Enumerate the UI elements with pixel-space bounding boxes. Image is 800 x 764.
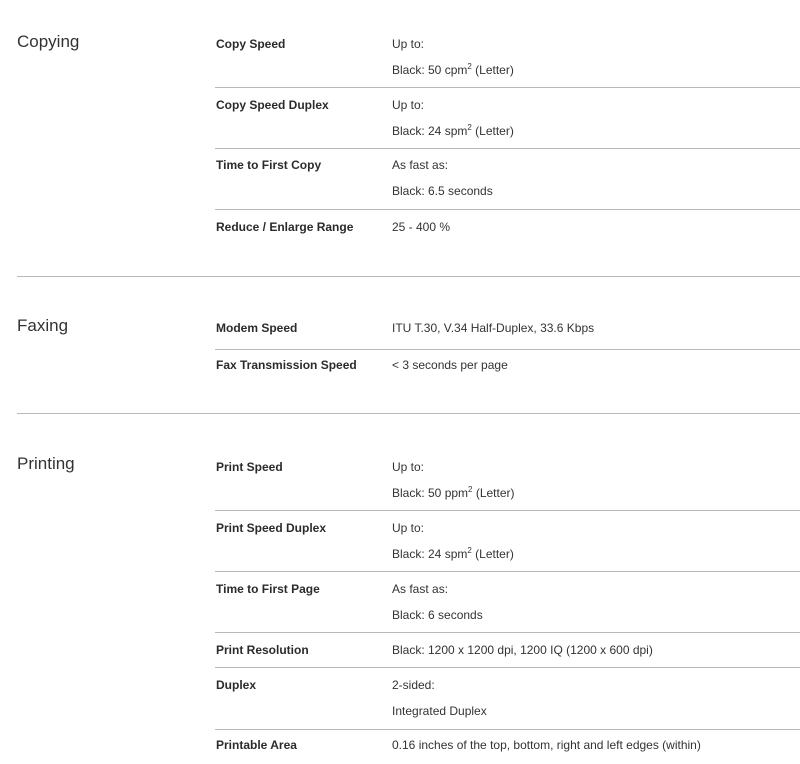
spec-value-line: As fast as: [392,582,449,596]
section-divider [17,276,800,277]
spec-row-fax-transmission-speed [215,349,800,389]
spec-value [392,30,800,87]
spec-value-line: Black: 6.5 seconds [392,184,493,198]
spec-label: Print Speed Duplex [216,521,327,535]
spec-label: Print Resolution [216,643,309,657]
spec-row-reduce-enlarge [215,209,800,249]
spec-value [392,572,800,632]
spec-row-modem-speed [215,314,800,349]
spec-value-suffix: (Letter) [471,63,514,77]
spec-value [392,633,800,667]
spec-value-line: 0.16 inches of the top, bottom, right and left edges (within) [392,738,701,752]
spec-value-line: 25 - 400 % [392,220,451,234]
section-title-printing: Printing [17,454,75,473]
spec-value-line: 2-sided: [392,678,435,692]
footnote-ref: 2 [467,546,472,555]
spec-value [392,511,800,571]
spec-row-time-to-first-copy [215,148,800,209]
spec-value-line: Black: 1200 x 1200 dpi, 1200 IQ (1200 x 600 dpi) [392,643,653,657]
spec-row-duplex [215,667,800,729]
section-faxing [0,314,800,389]
spec-label: Copy Speed [216,37,286,51]
spec-row-print-speed [215,453,800,510]
spec-value-line: < 3 seconds per page [392,358,508,372]
spec-row-print-resolution [215,632,800,667]
spec-value [392,453,800,510]
spec-label: Copy Speed Duplex [216,98,329,112]
spec-value-suffix: (Letter) [471,124,514,138]
spec-value-line: Up to: [392,460,425,474]
spec-row-printable-area [215,729,800,764]
footnote-ref: 2 [467,62,472,71]
spec-value-line: Black: 6 seconds [392,608,483,622]
spec-value [392,350,800,389]
spec-value [392,730,800,764]
section-copying [0,30,800,249]
spec-row-print-speed-duplex [215,510,800,571]
spec-label: Time to First Page [216,582,320,596]
footnote-ref: 2 [467,123,472,132]
section-divider [17,413,800,414]
spec-label: Reduce / Enlarge Range [216,220,354,234]
spec-value [392,149,800,209]
spec-value-line [392,63,800,77]
spec-value [392,88,800,148]
spec-value [392,210,800,249]
spec-value-text: Black: 24 spm [392,547,468,561]
spec-label: Printable Area [216,738,297,752]
spec-value-text: Black: 50 ppm [392,486,469,500]
spec-row-time-to-first-page [215,571,800,632]
spec-row-copy-speed-duplex [215,87,800,148]
spec-value-line [392,124,800,138]
spec-value-text: Black: 24 spm [392,124,468,138]
spec-value [392,314,800,349]
spec-label: Print Speed [216,460,283,474]
spec-value-line: ITU T.30, V.34 Half-Duplex, 33.6 Kbps [392,321,595,335]
spec-value-line: Up to: [392,521,425,535]
spec-value-line: Up to: [392,98,425,112]
spec-value [392,668,800,729]
section-printing [0,453,800,764]
spec-label: Time to First Copy [216,158,322,172]
spec-value-line [392,547,800,561]
spec-value-text: Black: 50 cpm [392,63,468,77]
spec-label: Duplex [216,678,257,692]
spec-label: Modem Speed [216,321,298,335]
spec-value-suffix: (Letter) [472,486,515,500]
footnote-ref: 2 [468,485,473,494]
spec-value-suffix: (Letter) [471,547,514,561]
spec-list-copying [214,30,800,249]
spec-list-printing [214,453,800,764]
spec-value-line: Integrated Duplex [392,704,487,718]
spec-value-line: Up to: [392,37,425,51]
spec-list-faxing [214,314,800,389]
spec-value-line [392,486,800,500]
spec-value-line: As fast as: [392,158,449,172]
section-title-copying: Copying [17,32,80,51]
section-title-faxing: Faxing [17,316,69,335]
spec-row-copy-speed [215,30,800,87]
spec-label: Fax Transmission Speed [216,358,357,372]
